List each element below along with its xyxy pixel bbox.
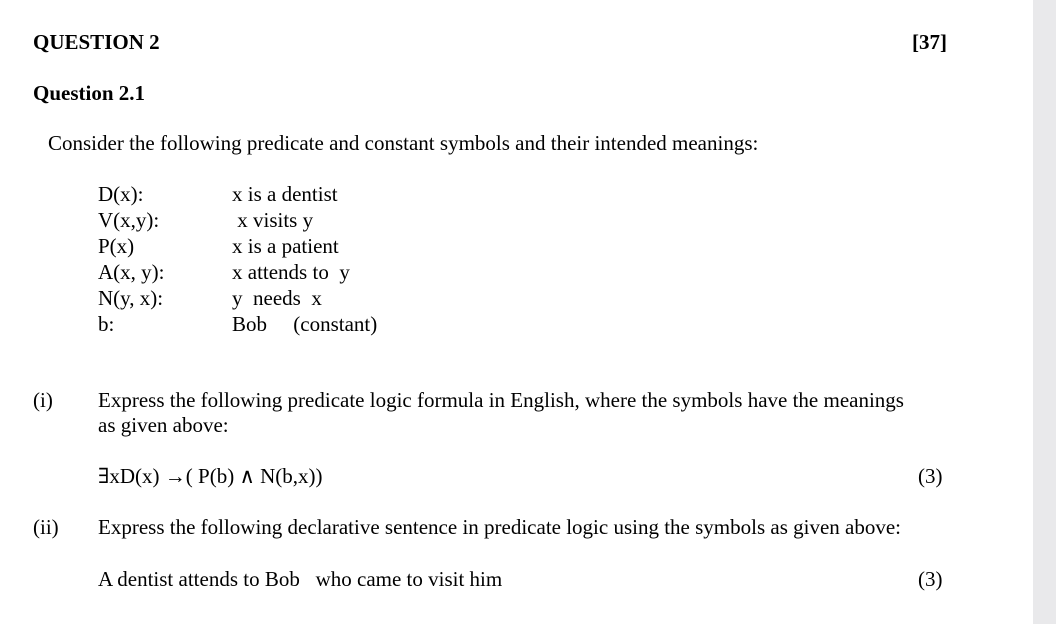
symbol-meaning: Bob (constant) — [232, 312, 378, 336]
sub-question-title: Question 2.1 — [33, 81, 146, 105]
symbol-meaning: x attends to y — [232, 260, 350, 284]
symbol-name: P(x) — [98, 234, 135, 258]
symbol-name: V(x,y): — [98, 208, 160, 232]
part-ii-marks: (3) — [918, 567, 943, 591]
symbol-name: N(y, x): — [98, 286, 164, 310]
question-title: QUESTION 2 — [33, 30, 160, 54]
symbol-name: D(x): — [98, 182, 144, 206]
part-i-formula: ∃xD(x) →( P(b) ∧ N(b,x)) — [98, 464, 323, 488]
symbol-meaning: x is a dentist — [232, 182, 338, 206]
symbol-meaning: y needs x — [232, 286, 322, 310]
part-ii-label: (ii) — [33, 515, 59, 539]
total-marks: [37] — [912, 30, 947, 54]
symbol-name: A(x, y): — [98, 260, 165, 284]
part-ii-sentence: A dentist attends to Bob who came to visit him — [98, 567, 503, 591]
intro-text: Consider the following predicate and constant symbols and their intended meanings: — [48, 131, 759, 155]
symbol-meaning: x is a patient — [232, 234, 339, 258]
part-ii-instruction: Express the following declarative sentence in predicate logic using the symbols as given above: — [98, 515, 902, 539]
symbol-name: b: — [98, 312, 115, 336]
part-i-instruction-cont: as given above: — [98, 413, 229, 437]
part-i-marks: (3) — [918, 464, 943, 488]
part-i-label: (i) — [33, 388, 53, 412]
symbol-meaning: x visits y — [232, 208, 314, 232]
part-i-instruction: Express the following predicate logic formula in English, where the symbols have the meanings — [98, 388, 904, 412]
